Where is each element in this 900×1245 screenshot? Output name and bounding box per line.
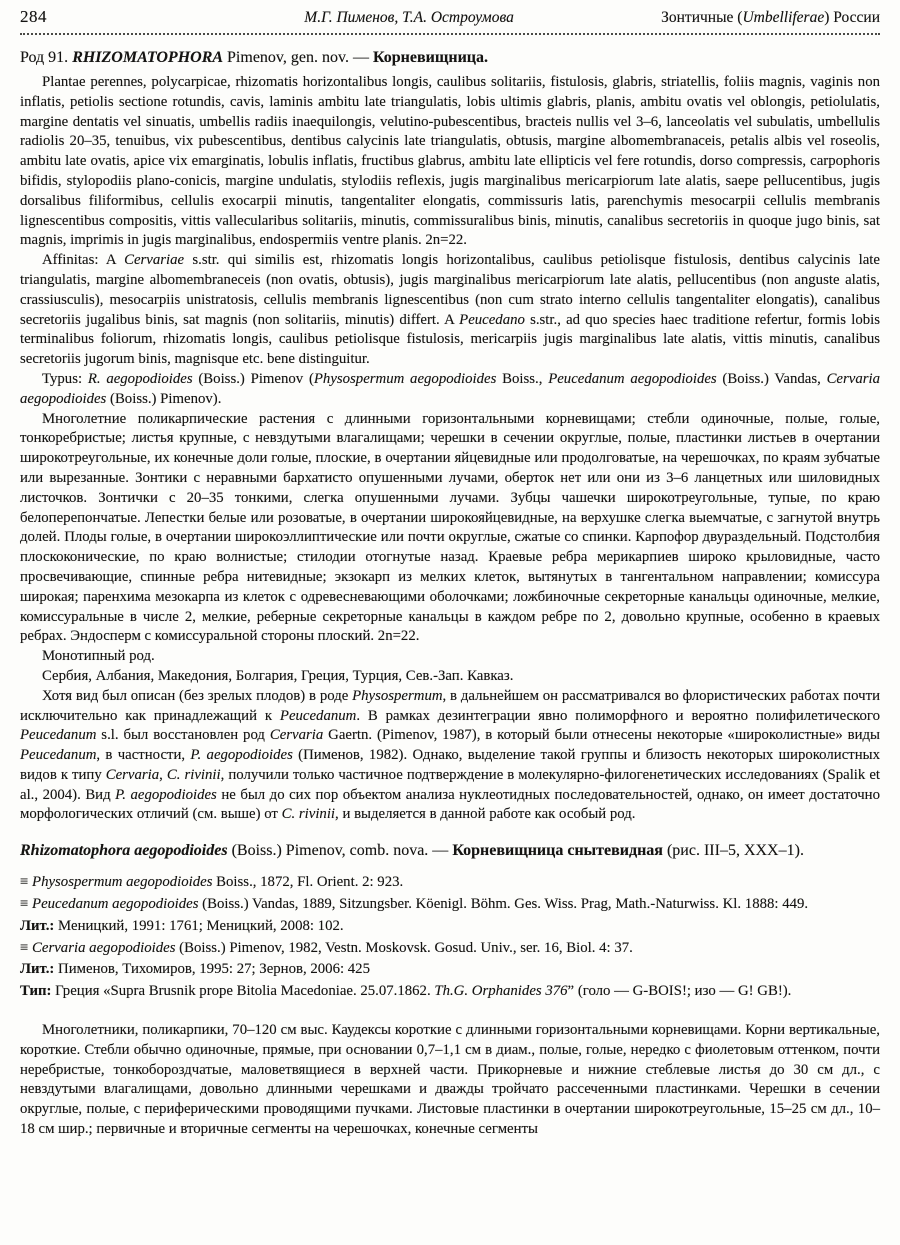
text-segment: (Boiss.) Pimenov, 1982, Vestn. Moskovsk. Gosud. Univ., ser. 16, Biol. 4: 37. xyxy=(175,939,633,956)
text-segment: (рис. III–5, XXX–1). xyxy=(662,842,804,860)
text-segment: Cervariae xyxy=(124,252,185,269)
text-segment: Cervaria aegopodioides xyxy=(20,370,880,407)
text-segment: , в дальнейшем он рассматривался во флористических работах почти исключительно как принадлежащий к xyxy=(20,687,880,724)
text-segment: P. aegopodioides xyxy=(115,786,217,803)
text-segment: Boiss., 1872, Fl. Orient. 2: 923. xyxy=(212,874,404,891)
text-segment: Pimenov, gen. nov. — xyxy=(223,49,373,66)
text-segment: Peucedanum aegopodioides xyxy=(32,896,199,913)
text-segment: ” (голо — G-BOIS!; изо — G! GB!). xyxy=(567,983,792,1000)
text-segment: Rhizomatophora aegopodioides xyxy=(20,842,228,860)
species-heading xyxy=(20,840,880,861)
text-segment: , в частности, xyxy=(96,747,191,764)
text-segment: Зонтичные ( xyxy=(661,9,743,26)
text-segment: Cervaria aegopodioides xyxy=(32,939,176,956)
text-segment: (Boiss.) Pimenov, comb. nova. — xyxy=(227,842,453,860)
text-segment: Греция «Supra Brusnik prope Bitolia Macedoniae. 25.07.1862. xyxy=(51,983,435,1000)
genus-heading xyxy=(20,47,880,68)
literature-entry-2 xyxy=(20,960,880,980)
text-segment: Cervaria xyxy=(269,727,324,744)
text-segment: Peucedanum xyxy=(20,727,97,744)
text-segment: ≡ xyxy=(20,939,33,956)
literature-entry-1 xyxy=(20,917,880,937)
text-segment: Physospermum aegopodioides xyxy=(313,370,497,387)
text-segment: Affinitas: A xyxy=(42,252,125,269)
running-header-authors: М.Г. Пименов, Т.А. Остроумова xyxy=(304,9,514,26)
text-segment: Physospermum xyxy=(352,687,443,704)
text-segment: , получили только частичное подтверждение в молекулярно-филогенетических исследованиях (Spalik et al., 2004). Вид xyxy=(20,766,880,803)
synonymy-block xyxy=(20,873,880,1002)
text-segment: Gaertn. (Pimenov, 1987), в который были отнесены некоторые «широколистные» виды xyxy=(323,727,880,744)
russian-description-paragraph: Многолетние поликарпические растения с длинными горизонтальными корневищами; стебли одиночные, полые, голые, тонкоребристые; листья крупные, с невздутыми влагалищами; черешки в сечении округлые, полые, пластинки листьев в очертании широкотреугольные, их конечные доли голые, плоские, в очертании яйцевидные или продолговатые, на черешочках, по краям зубчатые или вырезанные. Зонтики с неравными бархатисто опушенными лучами, оберток нет или они из 3–6 ланцетных или шиловидных листочков. Зонтички с 20–35 тонкими, слегка опушенными лучами. Зубцы чашечки широкотреугольные, тупые, по краю белоперепончатые. Лепестки белые или розоватые, в очертании широкояйцевидные, на верхушке слегка выемчатые, с загнутой внутрь долей. Плоды голые, в очертании широкоэллиптические или почти округлые, сжатые со спинки. Карпофор двураздельный. Подстолбия плоскоконические, по краю волнистые; стилодии отогнутые назад. Краевые ребра мерикарпиев широко крыловидные, часто просвечивающие, спинные ребра нитевидные; экзокарп из мелких клеток, вытянутых в тангентальном направлении; комиссура широкая; паренхима мезокарпа из клеток с одревесневающими оболочками; ложбиночные секреторные канальцы одиночные, мелкие, комиссуральные в числе 2, мелкие, реберные секреторные канальцы в каждом ребре по 2, довольно крупные, особенно в краевых ребрах. Эндосперм с комиссуральной стороны плоский. 2n=22. xyxy=(20,410,880,645)
text-segment: (Boiss.) Vandas, 1889, Sitzungsber. Köenigl. Böhm. Ges. Wiss. Prag, Math.-Naturwiss. Kl. 1888: 449. xyxy=(198,896,809,913)
text-segment: Лит.: xyxy=(20,961,55,978)
text-segment: Хотя вид был описан (без зрелых плодов) в роде xyxy=(42,687,353,704)
text-segment: Корневищница. xyxy=(372,49,488,66)
text-segment: Лит.: xyxy=(20,917,55,934)
text-segment: ) России xyxy=(824,9,880,26)
affinitas-paragraph xyxy=(20,251,880,370)
text-segment: C. rivinii xyxy=(281,806,336,823)
text-segment: ≡ xyxy=(20,874,33,891)
text-segment: s.l. был восстановлен род xyxy=(96,727,270,744)
text-segment: Peucedanum xyxy=(279,707,357,724)
latin-description-paragraph: Plantae perennes, polycarpicae, rhizomatis horizontalibus longis, caulibus solitariis, fistulosis, glabris, striatellis, foliis magnis, vaginis non inflatis, petiolis sectione rotundis, cavis, laminis ambitu late triangulatis, lobis ultimis glabris, planis, ambitu ovatis vel oblongis, petiolulatis, margine dentatis vel sinuatis, umbellis radiis inaequilongis, velutino-pubescentibus, bracteis nullis vel 3–6, lanceolatis vel subulatis, umbellulis radiolis 20–35, tenuibus, vix pubescentibus, dentibus calycinis late triangulatis, obtusis, margine albomembranaceis, petalis albis vel roseolis, ambitu late ovatis, apice vix emarginatis, lobulis inflatis, fructibus glabrus, ambitu late ellipticis vel fere rotundis, dorso compressis, carpophoris bifidis, stylopodiis plano-conicis, margine undulatis, stylodiis reflexis, jugis marginalibus mericarpiorum late alatis, saepe pellucentibus, jugis dorsalibus filiformibus, cellulis exocarpii minutis, tangentaliter elongatis, commissuris latis, parenchymis mesocarpii cellulis membranis lignescentibus compositis, vittis vallecularibus solitariis, minutis, commissuralibus binis, minutis, canalibus secretoriis in quoque jugo binis, sat magnis, imprimis in jugis marginalibus, endospermiis ventre planis. 2n=22. xyxy=(20,74,880,249)
text-segment: Physospermum aegopodioides xyxy=(32,874,213,891)
text-segment: Umbelliferae xyxy=(742,9,825,26)
taxonomy-history-paragraph xyxy=(20,687,880,826)
running-header xyxy=(20,7,880,28)
running-header-title xyxy=(661,8,880,28)
text-segment: Peucedanum xyxy=(20,747,97,764)
text-segment: (Boiss.) Vandas, xyxy=(716,370,827,387)
text-segment: (Пименов, 1982). Однако, выделение такой группы и близость некоторых широколистных видов к типу xyxy=(20,747,880,783)
text-segment: s.str. qui similis est, rhizomatis longis horizontalibus, caulibus petiolisque fistulosis, dentibus calycinis late triangulatis, margine albomembraneceis (non ovatis, obtusis), jugis marginalibus mericarpiorum late alatis, pellucentibus (non anguste alatis, crassiusculis), mesocarpiis unistratosis, cellulis membranis lignescentibus (non cum strato interno cellulis tangentaliter elongatis), canalibus secretoriis jugalibus binis, sat magnis (non solitariis, minutis) differt. A xyxy=(20,252,880,328)
distribution-paragraph: Сербия, Албания, Македония, Болгария, Греция, Турция, Сев.-Зап. Кавказ. xyxy=(42,667,514,684)
text-segment: R. aegopodioides xyxy=(87,370,193,387)
typus-paragraph xyxy=(20,370,880,410)
text-segment: Th.G. Orphanides 376 xyxy=(434,983,568,1000)
text-segment: Peucedano xyxy=(459,311,525,328)
type-specimen-entry xyxy=(20,982,880,1002)
text-segment: , и выделяется в данной работе как особый род. xyxy=(335,806,636,823)
text-segment: Пименов, Тихомиров, 1995: 27; Зернов, 2006: 425 xyxy=(54,961,370,978)
text-segment: Тип: xyxy=(20,983,52,1000)
synonymy-entry-peucedanum xyxy=(20,895,880,915)
text-segment: (Boiss.) Pimenov ( xyxy=(192,370,314,387)
text-segment: Peucedanum aegopodioides xyxy=(548,370,717,387)
text-segment: Род 91. xyxy=(20,49,73,66)
page-number: 284 xyxy=(20,7,47,26)
dotted-divider xyxy=(20,33,880,35)
text-segment: P. aegopodioides xyxy=(190,747,293,764)
text-segment: Boiss., xyxy=(496,370,549,387)
text-segment: (Boiss.) Pimenov). xyxy=(106,390,222,407)
text-segment: не был до сих пор объектом анализа нуклеотидных последовательностей, однако, он имеет достаточно морфологических отличий (см. выше) от xyxy=(20,786,880,823)
text-segment: Typus: xyxy=(42,370,88,387)
text-segment: , xyxy=(159,766,167,783)
synonymy-entry-physospermum xyxy=(20,873,880,893)
text-segment: . В рамках дезинтеграции явно полиморфного и вероятно полифилетического xyxy=(356,707,881,724)
text-segment: C. rivinii xyxy=(166,766,221,783)
synonymy-entry-cervaria xyxy=(20,939,880,959)
text-segment: Корневищница снытевидная xyxy=(452,842,663,860)
text-segment: Cervaria xyxy=(105,766,160,783)
text-segment: s.str., ad quo species haec traditione refertur, formis lobis terminalibus foliorum, rhizomatis longis, caulibus petiolisque fistulosis, mericarpiis jugis marginalibus late alatis, vittis minutis, canalibus secretoriis jugorum binis, magnisque etc. bene distinguitur. xyxy=(20,311,880,368)
text-segment: ≡ xyxy=(20,896,33,913)
text-segment: RHIZOMATOPHORA xyxy=(72,49,224,66)
text-segment: Меницкий, 1991: 1761; Меницкий, 2008: 102. xyxy=(54,917,344,934)
species-description-paragraph: Многолетники, поликарпики, 70–120 см выс. Каудексы короткие с длинными горизонтальными корневищами. Корни вертикальные, короткие. Стебли обычно одиночные, прямые, при основании 0,7–1,1 см в диам., полые, голые, нередко с фиолетовым оттенком, почти неребристые, тонкобороздчатые, маловетвящиеся в верхней части. Прикорневые и нижние стеблевые листья до 30 см дл., с невздутыми влагалищами, довольно длинными черешками и дважды тройчато рассеченными пластинками. Черешки в сечении округлые, полые, с периферическими проводящими пучками. Листовые пластинки в очертании широкотреугольные, 15–25 см дл., 10–18 см шир.; первичные и вторичные сегменты на черешочках, конечные сегменты xyxy=(20,1022,880,1138)
monotypic-note: Монотипный род. xyxy=(42,648,155,665)
